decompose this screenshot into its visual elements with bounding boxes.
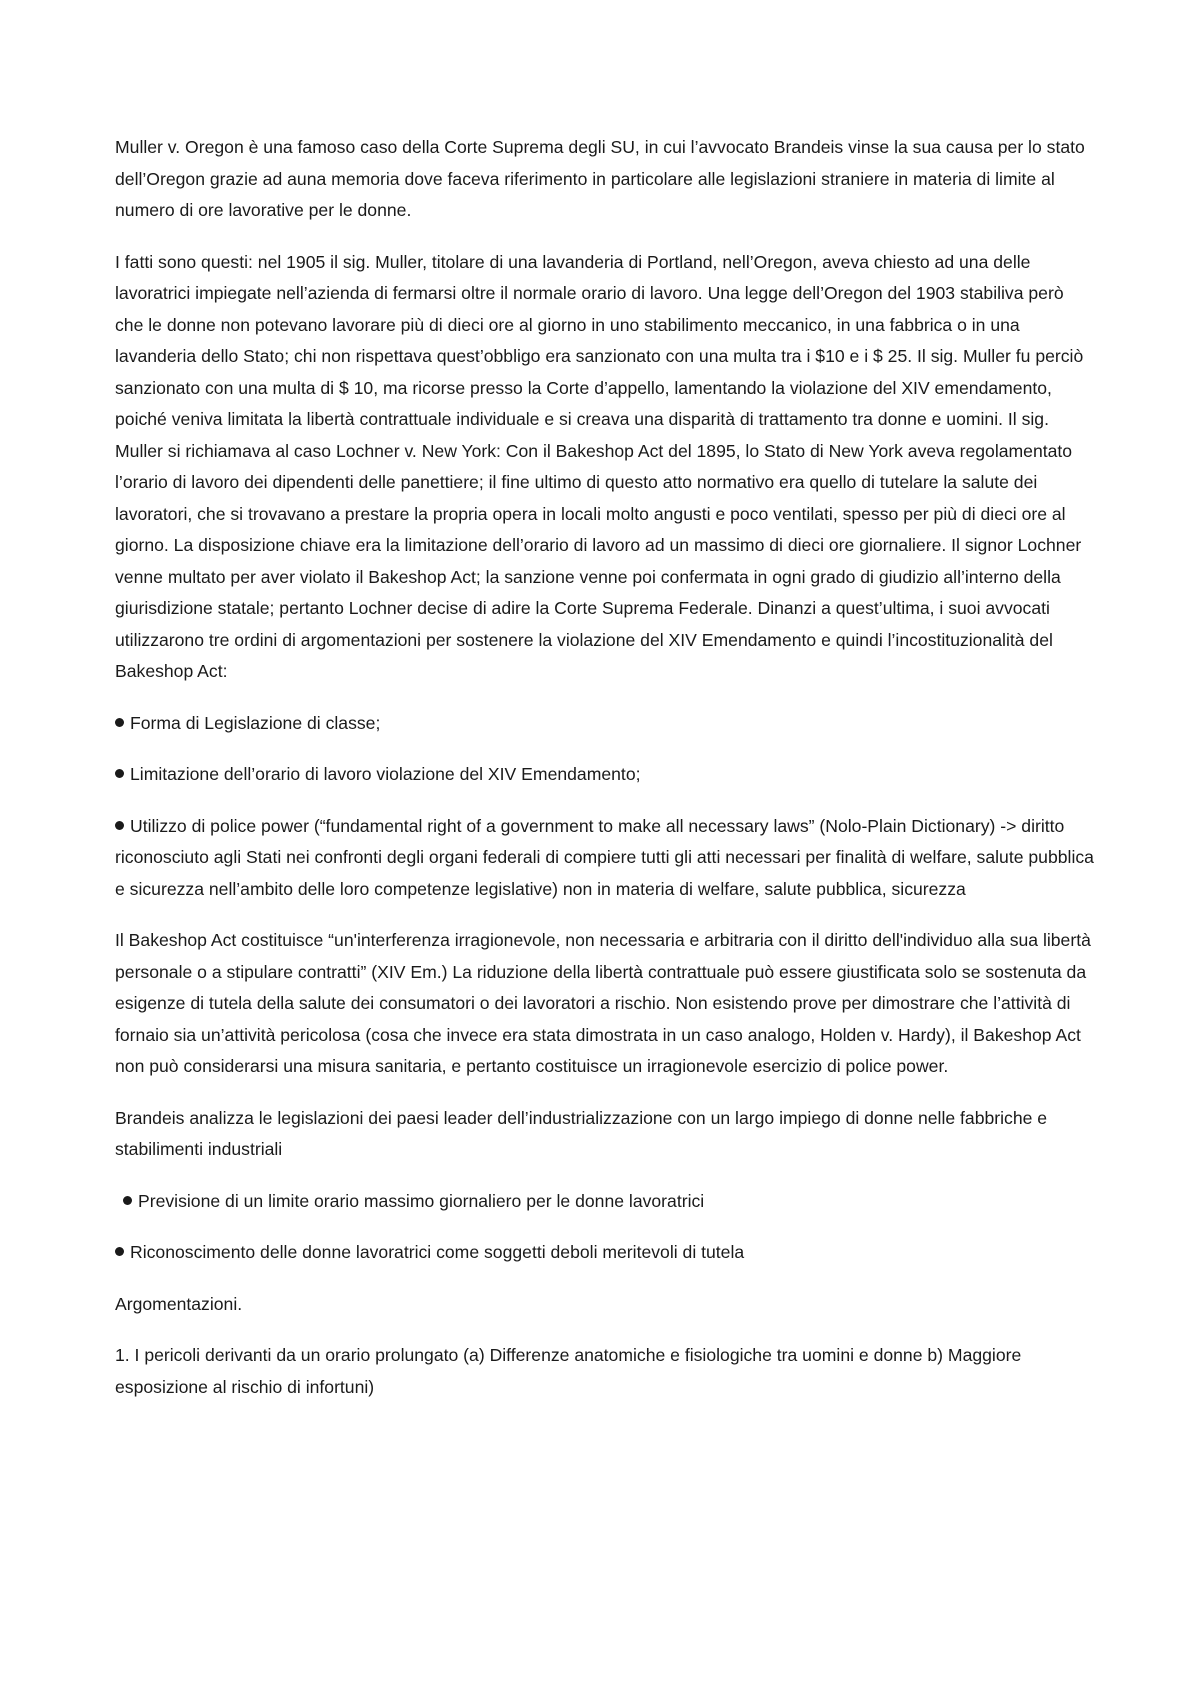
bullet-icon [123,1196,132,1205]
list-item [115,759,1095,791]
paragraph-intro: Muller v. Oregon è una famoso caso della Corte Suprema degli SU, in cui l’avvocato Brandeis vinse la sua causa per lo stato dell’Oregon grazie ad auna memoria dove faceva riferimento in particolare alle legislazioni straniere in materia di limite al numero di ore lavorative per le donne. [115,137,1085,220]
bullet-icon [115,769,124,778]
list-item [115,1237,1095,1269]
list-item [115,1186,1095,1218]
paragraph-bakeshop: Il Bakeshop Act costituisce “un'interferenza irragionevole, non necessaria e arbitraria con il diritto dell'individuo alla sua libertà personale o a stipulare contratti” (XIV Em.) La riduzione della libertà contrattuale può essere giustificata solo se sostenuta da esigenze di tutela della salute dei consumatori o dei lavoratori a rischio. Non esistendo prove per dimostrare che l’attività di fornaio sia un’attività pericolosa (cosa che invece era stata dimostrata in un caso analogo, Holden v. Hardy), il Bakeshop Act non può considerarsi una misura sanitaria, e pertanto costituisce un irragionevole esercizio di police power. [115,930,1091,1076]
document-page [115,132,1095,1423]
bullet-icon [115,821,124,830]
bullet-icon [115,718,124,727]
bullet-icon [115,1247,124,1256]
list-item-text: Limitazione dell’orario di lavoro violazione del XIV Emendamento; [130,764,641,784]
list-item [115,811,1095,906]
list-item-text: Previsione di un limite orario massimo giornaliero per le donne lavoratrici [138,1190,705,1211]
list-item-text: Riconoscimento delle donne lavoratrici come soggetti deboli meritevoli di tutela [130,1242,745,1262]
list-item [115,708,1095,740]
paragraph-brandeis: Brandeis analizza le legislazioni dei paesi leader dell’industrializzazione con un largo impiego di donne nelle fabbriche e stabilimenti industriali [115,1107,1048,1159]
paragraph-argomentazioni: Argomentazioni. [115,1293,243,1314]
list-item-text: Forma di Legislazione di classe; [130,712,381,733]
list-item-text: Utilizzo di police power (“fundamental right of a government to make all necessary laws” (Nolo-Plain Dictionary) -> diritto riconosciuto agli Stati nei confronti degli organi federali di compiere tutti gli atti necessari per finalità di welfare, salute pubblica e sicurezza nell’ambito delle loro competenze legislative) non in materia di welfare, salute pubblica, sicurezza [115,815,1094,899]
paragraph-facts: I fatti sono questi: nel 1905 il sig. Muller, titolare di una lavanderia di Portland, nell’Oregon, aveva chiesto ad una delle lavoratrici impiegate nell’azienda di fermarsi oltre il normale orario di lavoro. Una legge dell’Oregon del 1903 stabiliva però che le donne non potevano lavorare più di dieci ore al giorno in uno stabilimento meccanico, in una fabbrica o in una lavanderia dello Stato; chi non rispettava quest’obbligo era sanzionato con una multa tra i $10 e i $ 25. Il sig. Muller fu perciò sanzionato con una multa di $ 10, ma ricorse presso la Corte d’appello, lamentando la violazione del XIV emendamento, poiché veniva limitata la libertà contrattuale individuale e si creava una disparità di trattamento tra donne e uomini. Il sig. Muller si richiamava al caso Lochner v. New York: Con il Bakeshop Act del 1895, lo Stato di New York aveva regolamentato l’orario di lavoro dei dipendenti delle panettiere; il fine ultimo di questo atto normativo era quello di tutelare la salute dei lavoratori, che si trovavano a prestare la propria opera in locali molto angusti e poco ventilati, spesso per più di dieci ore al giorno. La disposizione chiave era la limitazione dell’orario di lavoro ad un massimo di dieci ore giornaliere. Il signor Lochner venne multato per aver violato il Bakeshop Act; la sanzione venne poi confermata in ogni grado di giudizio all’interno della giurisdizione statale; pertanto Lochner decise di adire la Corte Suprema Federale. Dinanzi a quest’ultima, i suoi avvocati utilizzarono tre ordini di argomentazioni per sostenere la violazione del XIV Emendamento e quindi l’incostituzionalità del Bakeshop Act: [115,251,1084,681]
paragraph-pericoli: 1. I pericoli derivanti da un orario prolungato (a) Differenze anatomiche e fisiologiche tra uomini e donne b) Maggiore esposizione al rischio di infortuni) [115,1345,1022,1397]
